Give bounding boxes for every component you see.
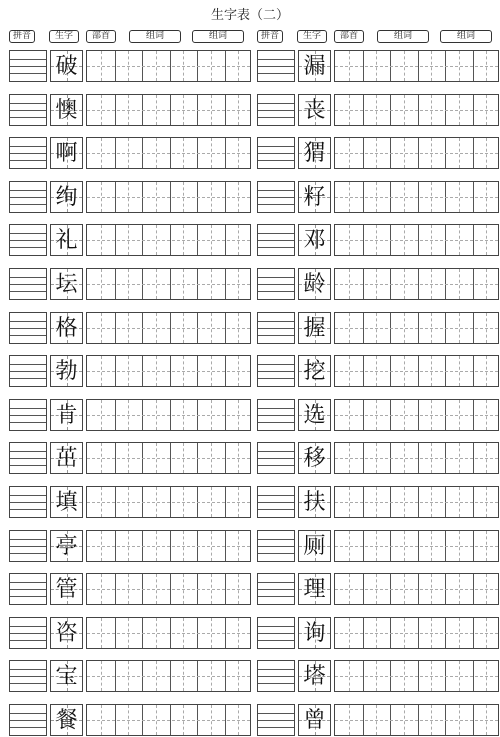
practice-grid[interactable] — [86, 137, 251, 169]
header-words-1: 组词 — [129, 30, 181, 43]
new-character: 破 — [55, 54, 78, 79]
character-box — [298, 442, 331, 474]
pinyin-writing-box[interactable] — [257, 94, 295, 126]
pinyin-writing-box[interactable] — [257, 224, 295, 256]
practice-grid[interactable] — [334, 399, 499, 431]
pinyin-writing-box[interactable] — [257, 268, 295, 300]
worksheet-row — [257, 224, 499, 256]
worksheet-row — [257, 486, 499, 518]
character-box — [298, 530, 331, 562]
character-box — [50, 312, 83, 344]
new-character: 丧 — [303, 97, 326, 123]
new-character: 理 — [303, 577, 326, 603]
character-box — [298, 399, 331, 431]
worksheet-row — [257, 530, 499, 562]
practice-grid[interactable] — [86, 355, 251, 387]
worksheet-row — [257, 137, 499, 169]
worksheet-row — [9, 399, 251, 431]
pinyin-writing-box[interactable] — [9, 486, 47, 518]
worksheet-row — [9, 181, 251, 213]
practice-grid[interactable] — [86, 704, 251, 736]
worksheet-row — [257, 268, 499, 300]
pinyin-writing-box[interactable] — [257, 617, 295, 649]
worksheet-row — [257, 181, 499, 213]
pinyin-writing-box[interactable] — [257, 181, 295, 213]
header-radical: 部首 — [86, 30, 116, 43]
worksheet-row — [257, 660, 499, 692]
practice-grid[interactable] — [86, 224, 251, 256]
worksheet-row — [9, 355, 251, 387]
character-box — [50, 355, 83, 387]
new-character: 移 — [303, 446, 326, 472]
character-box — [50, 660, 83, 692]
pinyin-writing-box[interactable] — [257, 704, 295, 736]
practice-grid[interactable] — [86, 399, 251, 431]
new-character: 猬 — [303, 141, 326, 167]
pinyin-writing-box[interactable] — [9, 268, 47, 300]
practice-grid[interactable] — [334, 573, 499, 605]
character-box — [298, 94, 331, 126]
practice-grid[interactable] — [86, 94, 251, 126]
pinyin-writing-box[interactable] — [9, 660, 47, 692]
worksheet-row — [9, 530, 251, 562]
pinyin-writing-box[interactable] — [9, 617, 47, 649]
practice-grid[interactable] — [334, 181, 499, 213]
pinyin-writing-box[interactable] — [9, 224, 47, 256]
pinyin-writing-box[interactable] — [257, 355, 295, 387]
worksheet-row — [257, 399, 499, 431]
new-character: 曾 — [303, 708, 326, 733]
worksheet-row — [9, 94, 251, 126]
practice-grid[interactable] — [86, 573, 251, 605]
worksheet-row — [257, 573, 499, 605]
worksheet-row — [257, 617, 499, 649]
character-box — [298, 224, 331, 256]
character-box — [298, 268, 331, 300]
character-box — [50, 573, 83, 605]
new-character: 啊 — [55, 141, 78, 167]
new-character: 管 — [55, 577, 78, 603]
worksheet-row — [9, 486, 251, 518]
worksheet-row — [257, 312, 499, 344]
worksheet-row — [9, 312, 251, 344]
worksheet-row — [257, 704, 499, 736]
character-box — [50, 181, 83, 213]
page-title: 生字表（二） — [210, 8, 289, 23]
worksheet-row — [9, 617, 251, 649]
new-character: 漏 — [303, 54, 326, 79]
new-character: 龄 — [303, 272, 326, 297]
new-character: 礼 — [55, 228, 78, 254]
pinyin-writing-box[interactable] — [9, 530, 47, 562]
pinyin-writing-box[interactable] — [257, 442, 295, 474]
new-character: 懊 — [55, 97, 78, 123]
practice-grid[interactable] — [334, 94, 499, 126]
header-pinyin: 拼音 — [257, 30, 283, 43]
character-box — [298, 355, 331, 387]
character-box — [50, 224, 83, 256]
character-box — [298, 181, 331, 213]
character-box — [298, 660, 331, 692]
practice-grid[interactable] — [86, 312, 251, 344]
worksheet-row — [9, 704, 251, 736]
character-box — [50, 94, 83, 126]
new-character: 厕 — [303, 533, 326, 559]
practice-grid[interactable] — [334, 50, 499, 82]
practice-grid[interactable] — [86, 530, 251, 562]
worksheet-row — [9, 50, 251, 82]
practice-grid[interactable] — [334, 617, 499, 649]
pinyin-writing-box[interactable] — [9, 704, 47, 736]
practice-grid[interactable] — [334, 442, 499, 474]
pinyin-writing-box[interactable] — [257, 137, 295, 169]
new-character: 挖 — [303, 359, 326, 385]
practice-grid[interactable] — [86, 268, 251, 300]
pinyin-writing-box[interactable] — [257, 486, 295, 518]
worksheet-row — [257, 355, 499, 387]
pinyin-writing-box[interactable] — [257, 399, 295, 431]
character-box — [50, 617, 83, 649]
new-character: 塔 — [303, 664, 326, 690]
character-box — [298, 50, 331, 82]
practice-grid[interactable] — [334, 530, 499, 562]
character-box — [50, 268, 83, 300]
worksheet-row — [9, 442, 251, 474]
character-box — [50, 399, 83, 431]
character-box — [298, 617, 331, 649]
worksheet-row — [257, 94, 499, 126]
practice-grid[interactable] — [86, 50, 251, 82]
pinyin-writing-box[interactable] — [9, 312, 47, 344]
new-character: 邓 — [303, 228, 326, 254]
worksheet-row — [9, 224, 251, 256]
header-character: 生字 — [297, 30, 327, 43]
header-words-1: 组词 — [377, 30, 429, 43]
header-words-2: 组词 — [192, 30, 244, 43]
header-words-2: 组词 — [440, 30, 492, 43]
new-character: 宝 — [55, 664, 78, 690]
character-box — [50, 442, 83, 474]
character-box — [50, 530, 83, 562]
practice-grid[interactable] — [334, 355, 499, 387]
new-character: 亭 — [55, 533, 78, 559]
new-character: 坛 — [55, 272, 78, 297]
pinyin-writing-box[interactable] — [9, 50, 47, 82]
practice-grid[interactable] — [334, 486, 499, 518]
practice-grid[interactable] — [334, 312, 499, 344]
worksheet-row — [9, 137, 251, 169]
new-character: 握 — [303, 315, 326, 341]
character-box — [298, 486, 331, 518]
practice-grid[interactable] — [86, 660, 251, 692]
new-character: 咨 — [55, 620, 78, 646]
pinyin-writing-box[interactable] — [257, 312, 295, 344]
practice-grid[interactable] — [334, 704, 499, 736]
character-box — [298, 137, 331, 169]
worksheet-row — [257, 442, 499, 474]
worksheet-row — [9, 660, 251, 692]
pinyin-writing-box[interactable] — [257, 530, 295, 562]
new-character: 籽 — [303, 184, 326, 210]
character-box — [50, 50, 83, 82]
pinyin-writing-box[interactable] — [9, 94, 47, 126]
new-character: 绚 — [55, 184, 78, 210]
header-pinyin: 拼音 — [9, 30, 35, 43]
worksheet-row — [257, 50, 499, 82]
new-character: 扶 — [303, 490, 326, 515]
worksheet-row — [9, 268, 251, 300]
character-box — [50, 137, 83, 169]
new-character: 茁 — [55, 446, 78, 472]
pinyin-writing-box[interactable] — [9, 399, 47, 431]
character-box — [298, 704, 331, 736]
practice-grid[interactable] — [86, 181, 251, 213]
pinyin-writing-box[interactable] — [9, 181, 47, 213]
pinyin-writing-box[interactable] — [9, 137, 47, 169]
header-radical: 部首 — [334, 30, 364, 43]
practice-grid[interactable] — [334, 137, 499, 169]
character-box — [298, 312, 331, 344]
character-box — [50, 704, 83, 736]
pinyin-writing-box[interactable] — [257, 50, 295, 82]
character-box — [298, 573, 331, 605]
new-character: 肯 — [55, 402, 78, 428]
new-character: 勃 — [55, 359, 78, 385]
character-box — [50, 486, 83, 518]
practice-grid[interactable] — [334, 660, 499, 692]
new-character: 格 — [55, 315, 78, 341]
header-character: 生字 — [49, 30, 79, 43]
new-character: 询 — [303, 620, 326, 646]
practice-grid[interactable] — [86, 442, 251, 474]
new-character: 选 — [303, 402, 326, 428]
practice-grid[interactable] — [86, 617, 251, 649]
pinyin-writing-box[interactable] — [257, 573, 295, 605]
pinyin-writing-box[interactable] — [9, 355, 47, 387]
pinyin-writing-box[interactable] — [9, 573, 47, 605]
pinyin-writing-box[interactable] — [257, 660, 295, 692]
new-character: 填 — [55, 490, 78, 515]
worksheet-row — [9, 573, 251, 605]
pinyin-writing-box[interactable] — [9, 442, 47, 474]
new-character: 餐 — [55, 708, 78, 733]
practice-grid[interactable] — [334, 224, 499, 256]
practice-grid[interactable] — [334, 268, 499, 300]
practice-grid[interactable] — [86, 486, 251, 518]
